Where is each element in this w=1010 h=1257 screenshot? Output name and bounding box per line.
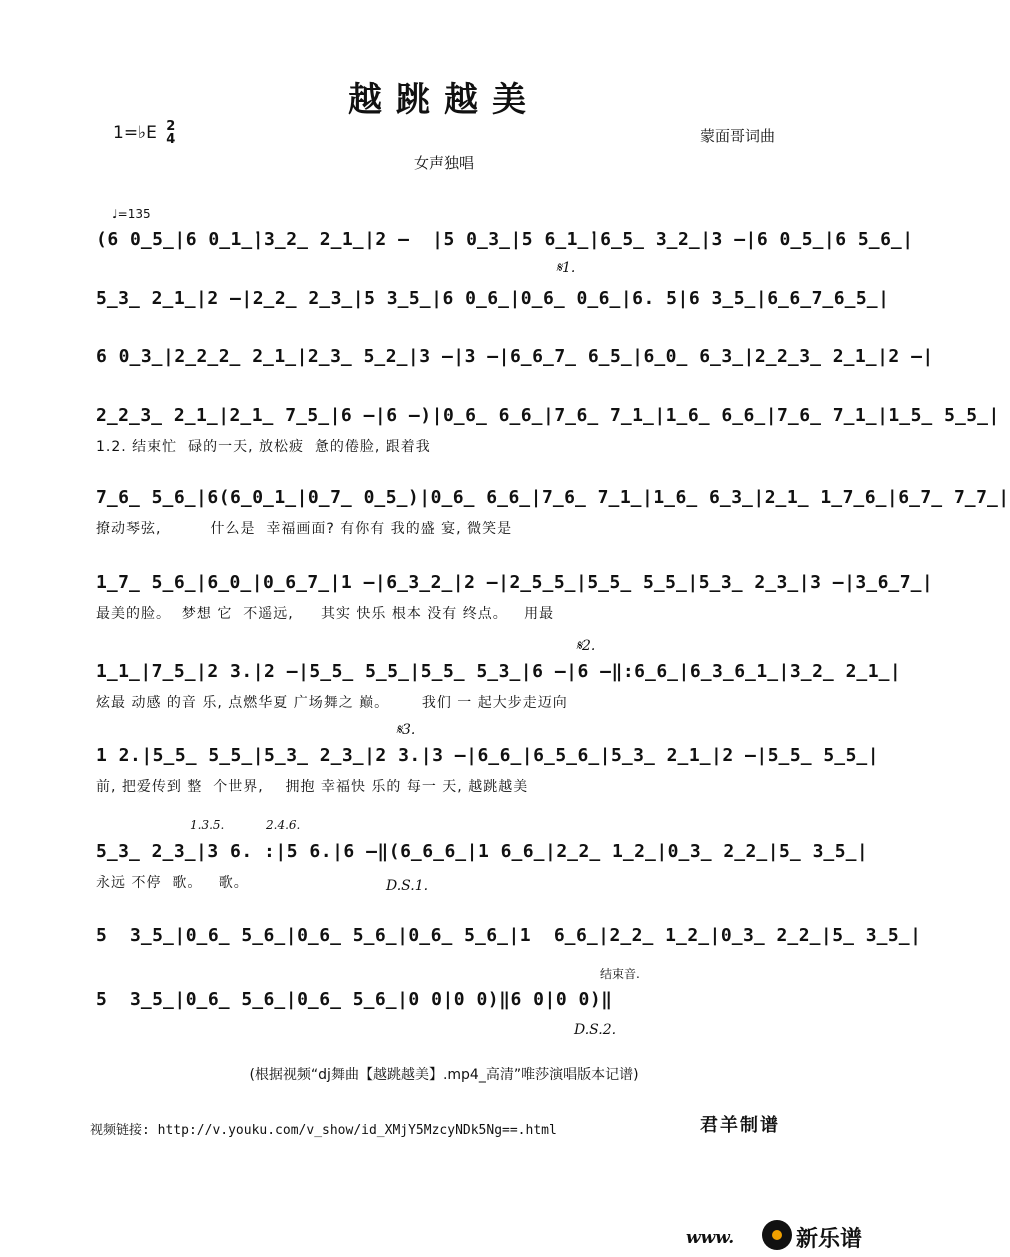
notes-line: 5 3̲5̲|0̲6̲ 5̲6̲|0̲6̲ 5̲6̲|0 0|0 0)‖6 0|0 0)‖ (96, 989, 613, 1010)
voice-type: 女声独唱 (413, 154, 474, 172)
tempo-marking: ♩=135 (112, 207, 151, 221)
segno-mark: 𝄋1. (556, 260, 576, 276)
notes-line: 6 0̲3̲|2̲2̲2̲ 2̲1̲|2̲3̲ 5̲2̲|3 –|3 –|6̲6̲7̲ 6̲5̲|6̲0̲ 6̲3̲|2̲2̲3̲ 2̲1̲|2 –| (96, 346, 934, 367)
key-label: 1=♭E (113, 123, 157, 143)
video-link-label: 视频链接: (90, 1123, 150, 1138)
notes-line: 1̲7̲ 5̲6̲|6̲0̲|0̲6̲7̲|1 –|6̲3̲2̲|2 –|2̲5̲5̲|5̲5̲ 5̲5̲|5̲3̲ 2̲3̲|3 –|3̲6̲7̲| (96, 572, 934, 593)
notes-line: (6 0̲5̲|6 0̲1̲̇|3̲2̲ 2̲1̲|2 – |5 0̲3̲|5 6̲1̲̇|6̲5̲ 3̲2̲|3 –|6 0̲5̲|6 5̲6̲| (96, 229, 914, 250)
song-title: 越跳越美 (348, 80, 540, 120)
time-signature (166, 120, 175, 146)
lyrics-line: 最美的脸。 梦想 它 不遥远, 其实 快乐 根本 没有 终点。 用最 (96, 606, 555, 622)
lyrics-line: 永远 不停 歌。 歌。 (96, 875, 249, 891)
meter-bottom: 4 (166, 132, 176, 147)
segno-mark: 𝄋2. (576, 638, 596, 654)
transcriber-signature: 君羊制谱 (700, 1115, 780, 1136)
video-link-url[interactable]: http://v.youku.com/v_show/id_XMjY5MzcyNDk5Ng==.html (157, 1123, 557, 1138)
watermark-www: www. (686, 1228, 735, 1248)
segno-mark: 𝄋3. (396, 722, 416, 738)
second-ending-label: 2.4.6. (266, 818, 301, 832)
lyrics-line: 撩动琴弦, 什么是 幸福画面? 有你有 我的盛 宴, 微笑是 (96, 521, 513, 537)
transcription-source-note: (根据视频“dj舞曲【越跳越美】.mp4_高清”唯莎演唱版本记谱) (249, 1067, 639, 1083)
first-ending-label: 1.3.5. (190, 818, 225, 832)
video-link (90, 1119, 557, 1138)
lyrics-line: 1.2. 结束忙 碌的一天, 放松疲 惫的倦脸, 跟着我 (96, 439, 431, 455)
watermark-logo-icon (762, 1220, 792, 1250)
segno-mark: D.S.2. (574, 1022, 617, 1038)
notes-line: 1̲1̲|7̲5̲|2 3.|2 –|5̲5̲ 5̲5̲|5̲5̲ 5̲3̲|6 –|6 –‖:6̲6̲|6̲3̲6̲1̲|3̲2̲ 2̲1̲| (96, 661, 902, 682)
segno-mark: D.S.1. (386, 878, 429, 894)
composer-credit: 蒙面哥词曲 (700, 127, 776, 145)
lyrics-line: 炫最 动感 的音 乐, 点燃华夏 广场舞之 巅。 我们 一 起大步走迈向 (96, 695, 568, 711)
watermark-brand: 新乐谱 (796, 1227, 863, 1252)
notes-line: 5̲3̲ 2̲3̲|3 6. :|5 6.|6 –‖(6̲6̲6̲|1 6̲6̲|2̲2̲ 1̲2̲|0̲3̲ 2̲2̲|5̲ 3̲5̲| (96, 841, 869, 862)
notes-line: 7̲6̲ 5̲6̲|6(6̲0̲1̲|0̲7̲ 0̲5̲)|0̲6̲ 6̲6̲|7̲6̲ 7̲1̲|1̲6̲ 6̲3̲|2̲1̲ 1̲7̲6̲|6̲7̲ 7̲7̲| (96, 487, 1010, 508)
key-signature (113, 120, 175, 146)
notes-line: 1 2.|5̲5̲ 5̲5̲|5̲3̲ 2̲3̲|2 3.|3 –|6̲6̲|6̲5̲6̲|5̲3̲ 2̲1̲|2 –|5̲5̲ 5̲5̲| (96, 745, 880, 766)
notes-line: 2̲2̲3̲ 2̲1̲|2̲1̲ 7̲5̲|6 –|6 –)|0̲6̲ 6̲6̲|7̲6̲ 7̲1̲|1̲6̲ 6̲6̲|7̲6̲ 7̲1̲|1̲5̲ 5̲5̲| (96, 405, 1000, 426)
notes-line: 5 3̲5̲|0̲6̲ 5̲6̲|0̲6̲ 5̲6̲|0̲6̲ 5̲6̲|1 6̲6̲|2̲2̲ 1̲2̲|0̲3̲ 2̲2̲|5̲ 3̲5̲| (96, 925, 922, 946)
lyrics-line: 前, 把爱传到 整 个世界, 拥抱 幸福快 乐的 每一 天, 越跳越美 (96, 779, 529, 795)
meter-top: 2 (166, 119, 176, 134)
coda-ending-note: 结束音. (600, 967, 640, 981)
notes-line: 5̲3̲ 2̲1̲|2 –|2̲2̲ 2̲3̲|5 3̲5̲|6 0̲6̲|0̲6̲ 0̲6̲|6. 5|6 3̲5̲|6̲6̲7̲6̲5̲| (96, 288, 890, 309)
